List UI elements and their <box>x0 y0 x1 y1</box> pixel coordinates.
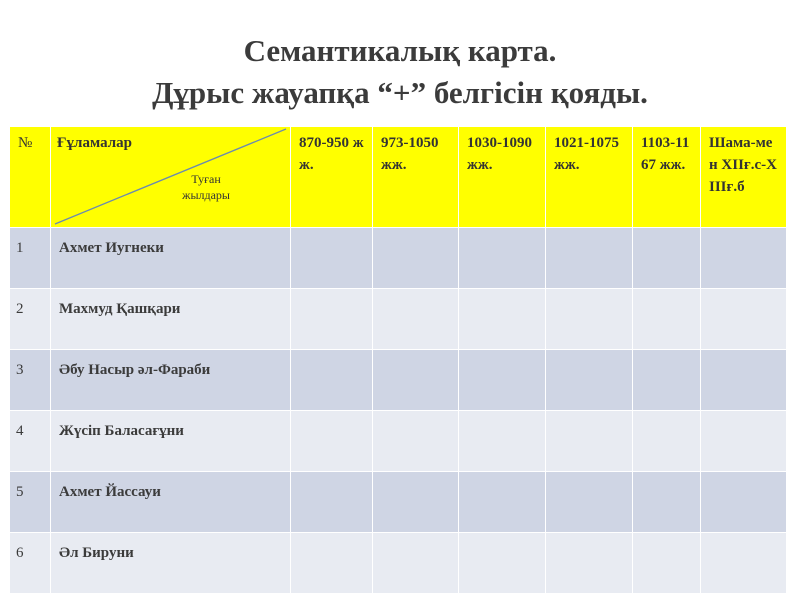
answer-cell[interactable] <box>701 350 787 411</box>
birth-years-line-2: жылдары <box>182 188 230 202</box>
table-row <box>10 289 787 350</box>
answer-cell[interactable] <box>633 411 701 472</box>
period-label: Шама-мен ХІІғ.с-ХІІІғ.б <box>709 135 777 195</box>
row-number-cell <box>10 350 51 411</box>
header-period-6 <box>701 127 787 228</box>
period-label: 1021-1075 жж. <box>554 135 619 173</box>
scholar-name: Әл Бируни <box>59 545 134 561</box>
period-label: 973-1050 жж. <box>381 135 439 173</box>
period-label: 1103-1167 жж. <box>641 135 690 173</box>
answer-cell[interactable] <box>291 472 373 533</box>
header-num-label: № <box>18 135 33 151</box>
header-birth-years-label <box>182 171 230 203</box>
row-number: 6 <box>16 545 24 561</box>
row-number-cell <box>10 472 51 533</box>
table-row <box>10 350 787 411</box>
answer-cell[interactable] <box>459 350 546 411</box>
answer-cell[interactable] <box>546 411 633 472</box>
scholar-name-cell <box>51 289 291 350</box>
row-number-cell <box>10 533 51 594</box>
answer-cell[interactable] <box>459 289 546 350</box>
answer-cell[interactable] <box>633 228 701 289</box>
header-period-2 <box>373 127 459 228</box>
row-number: 1 <box>16 240 24 256</box>
answer-cell[interactable] <box>546 350 633 411</box>
table-header-row <box>10 127 787 228</box>
answer-cell[interactable] <box>373 411 459 472</box>
answer-cell[interactable] <box>373 533 459 594</box>
answer-cell[interactable] <box>373 289 459 350</box>
scholar-name-cell <box>51 411 291 472</box>
header-period-3 <box>459 127 546 228</box>
scholar-name: Ахмет Йассауи <box>59 484 161 500</box>
header-num <box>10 127 51 228</box>
answer-cell[interactable] <box>459 533 546 594</box>
answer-cell[interactable] <box>633 350 701 411</box>
period-label: 870-950 жж. <box>299 135 364 173</box>
answer-cell[interactable] <box>701 228 787 289</box>
table-row <box>10 411 787 472</box>
header-period-4 <box>546 127 633 228</box>
answer-cell[interactable] <box>373 228 459 289</box>
row-number: 3 <box>16 362 24 378</box>
period-label: 1030-1090 жж. <box>467 135 532 173</box>
answer-cell[interactable] <box>291 533 373 594</box>
answer-cell[interactable] <box>633 289 701 350</box>
answer-cell[interactable] <box>701 289 787 350</box>
row-number-cell <box>10 228 51 289</box>
answer-cell[interactable] <box>701 411 787 472</box>
scholar-name-cell <box>51 472 291 533</box>
answer-cell[interactable] <box>546 289 633 350</box>
answer-cell[interactable] <box>291 228 373 289</box>
answer-cell[interactable] <box>291 411 373 472</box>
scholar-name-cell <box>51 533 291 594</box>
answer-cell[interactable] <box>633 533 701 594</box>
row-number-cell <box>10 411 51 472</box>
birth-years-line-1: Туған <box>191 172 221 186</box>
title-line-2: Дұрыс жауапқа “+” белгісін қояды. <box>152 75 648 110</box>
scholar-name: Ахмет Иугнеки <box>59 240 164 256</box>
table-row <box>10 228 787 289</box>
title-line-1: Семантикалық карта. <box>243 33 557 68</box>
answer-cell[interactable] <box>373 350 459 411</box>
answer-cell[interactable] <box>291 289 373 350</box>
header-period-5 <box>633 127 701 228</box>
answer-cell[interactable] <box>459 411 546 472</box>
header-period-1 <box>291 127 373 228</box>
answer-cell[interactable] <box>546 228 633 289</box>
header-scholars <box>51 127 291 228</box>
row-number: 2 <box>16 301 24 317</box>
slide-title <box>0 30 800 114</box>
scholar-name-cell <box>51 228 291 289</box>
scholar-name-cell <box>51 350 291 411</box>
scholar-name: Жүсіп Баласағұни <box>59 423 184 439</box>
answer-cell[interactable] <box>373 472 459 533</box>
row-number-cell <box>10 289 51 350</box>
row-number: 5 <box>16 484 24 500</box>
answer-cell[interactable] <box>291 350 373 411</box>
header-scholars-label: Ғұламалар <box>57 135 132 151</box>
answer-cell[interactable] <box>701 472 787 533</box>
answer-cell[interactable] <box>546 533 633 594</box>
scholar-name: Махмуд Қашқари <box>59 301 181 317</box>
answer-cell[interactable] <box>701 533 787 594</box>
answer-cell[interactable] <box>459 472 546 533</box>
table-row <box>10 533 787 594</box>
row-number: 4 <box>16 423 24 439</box>
semantic-map-table <box>9 126 787 594</box>
scholar-name: Әбу Насыр әл-Фараби <box>59 362 211 378</box>
answer-cell[interactable] <box>546 472 633 533</box>
answer-cell[interactable] <box>459 228 546 289</box>
answer-cell[interactable] <box>633 472 701 533</box>
table-row <box>10 472 787 533</box>
